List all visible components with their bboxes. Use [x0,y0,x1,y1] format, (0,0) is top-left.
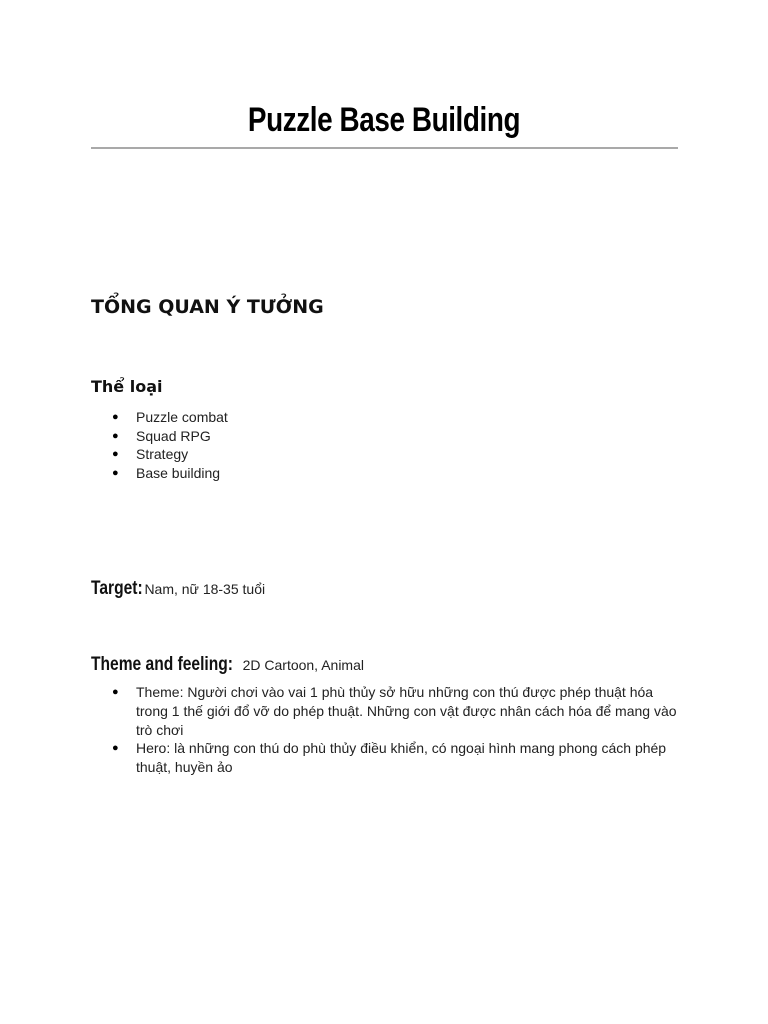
genre-item-label: Squad RPG [136,427,211,444]
target-value: Nam, nữ 18-35 tuổi [144,581,266,597]
overview-heading: TỔNG QUAN Ý TƯỞNG [91,296,324,318]
genre-item-label: Puzzle combat [136,409,228,425]
theme-feeling-list [110,683,678,777]
theme-feeling-value: 2D Cartoon, Animal [242,657,364,673]
bullet-icon: ● [112,742,119,755]
list-item [110,683,678,739]
genre-list [110,408,228,482]
genre-item-label: Strategy [136,446,189,463]
list-item [110,464,228,483]
bullet-icon: ● [112,411,119,423]
bullet-icon: ● [112,429,119,442]
genre-heading: Thể loại [91,377,163,396]
theme-feeling-row [91,652,364,678]
title-divider [91,147,678,149]
list-item [110,408,228,427]
theme-feeling-label: Theme and feeling: [91,654,233,675]
bullet-icon: ● [112,448,119,461]
genre-item-label: Base building [136,464,221,481]
hero-item-text: Hero: là những con thú do phù thủy điều khiển, có ngoại hình mang phong cách phép thuật, huyền ảo [136,740,667,776]
list-item [110,445,228,464]
target-row [91,576,265,602]
bullet-icon: ● [112,686,119,698]
list-item [110,739,678,777]
target-label: Target: [91,578,143,599]
bullet-icon: ● [112,466,119,479]
theme-item-text: Theme: Người chơi vào vai 1 phù thủy sở hữu những con thú được phép thuật hóa trong 1 thế giới đổ vỡ do phép thuật. Những con vật được nhân cách hóa để mang vào trò chơi [136,684,677,738]
document-title: Puzzle Base Building [247,101,521,139]
list-item [110,427,228,446]
